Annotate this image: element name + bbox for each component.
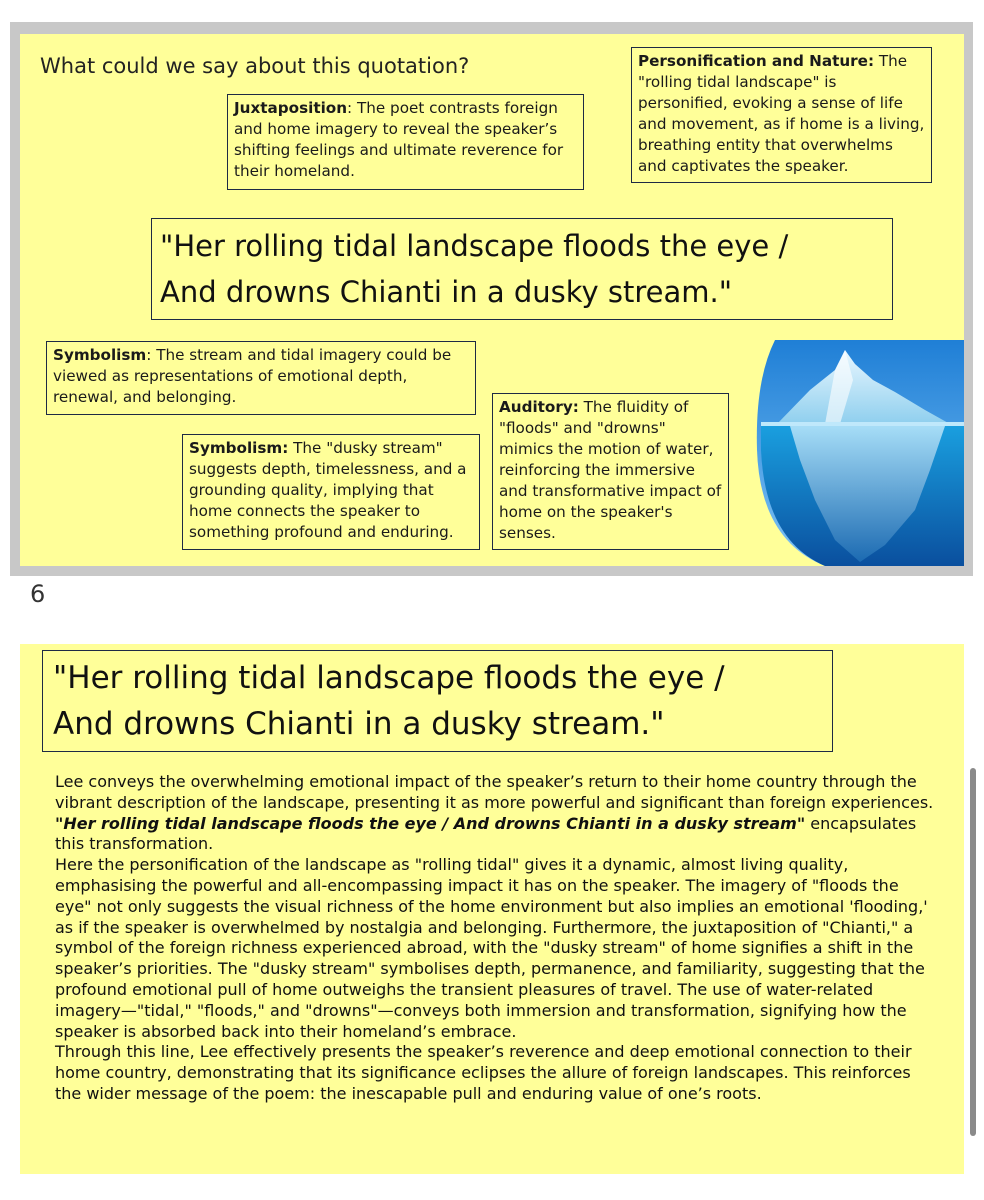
analysis-text bbox=[55, 772, 935, 1105]
analysis-paragraph-3: Through this line, Lee effectively presents the speaker’s reverence and deep emotional connection to their home country, demonstrating that its significance eclipses the allure of foreign landscapes. This reinforces the wider message of the poem: the inescapable pull and enduring value of one’s roots. bbox=[55, 1042, 912, 1103]
juxtaposition-heading: Juxtaposition bbox=[234, 99, 348, 117]
paragraph-1-quotation: "Her rolling tidal landscape floods the eye / And drowns Chianti in a dusky stream" bbox=[55, 813, 806, 833]
auditory-box bbox=[492, 393, 729, 550]
auditory-heading: Auditory: bbox=[499, 398, 579, 416]
symbolism-heading-1: Symbolism bbox=[53, 346, 147, 364]
symbolism-box-1 bbox=[46, 341, 476, 415]
juxtaposition-box bbox=[227, 94, 584, 190]
paragraph-1-text: Lee conveys the overwhelming emotional impact of the speaker’s return to their home country through the vibrant description of the landscape, presenting it as more powerful and significant than foreign experiences. bbox=[55, 772, 934, 812]
slide-title: What could we say about this quotation? bbox=[40, 54, 470, 78]
quotation-line-2: And drowns Chianti in a dusky stream." bbox=[160, 275, 733, 309]
symbolism-text-1: : The stream and tidal imagery could be viewed as representations of emotional depth, renewal, and belonging. bbox=[53, 346, 452, 406]
personification-heading: Personification and Nature: bbox=[638, 52, 875, 70]
paragraph-1-ending: encapsulates this transformation. bbox=[55, 813, 917, 854]
auditory-text: The fluidity of "floods" and "drowns" mimics the motion of water, reinforcing the immersive and transformative impact of home on the speaker's senses. bbox=[499, 398, 722, 542]
quotation-line-1: "Her rolling tidal landscape floods the eye / bbox=[160, 229, 789, 263]
analysis-paragraph-1 bbox=[55, 772, 935, 855]
symbolism-box-2 bbox=[182, 434, 480, 550]
iceberg-image bbox=[755, 340, 964, 566]
quotation-box bbox=[151, 218, 893, 320]
slide-number: 6 bbox=[30, 580, 46, 608]
symbolism-heading-2: Symbolism: bbox=[189, 439, 289, 457]
quotation-line-1: "Her rolling tidal landscape floods the eye / bbox=[53, 660, 725, 696]
personification-text: The "rolling tidal landscape" is personified, evoking a sense of life and movement, as if home is a living, breathing entity that overwhelms and captivates the speaker. bbox=[638, 52, 925, 175]
personification-box bbox=[631, 47, 932, 183]
quotation-line-2: And drowns Chianti in a dusky stream." bbox=[53, 706, 665, 742]
quotation-box-2 bbox=[42, 650, 833, 752]
slide-7[interactable] bbox=[20, 644, 964, 1174]
analysis-paragraph-2: Here the personification of the landscape as "rolling tidal" gives it a dynamic, almost living quality, emphasising the powerful and all-encompassing impact it has on the speaker. The imagery of "floods the eye" not only suggests the visual richness of the home environment but also implies an emotional 'flooding,' as if the speaker is overwhelmed by nostalgia and belonging. Furthermore, the juxtaposition of "Chianti," a symbol of the foreign richness experienced abroad, with the "dusky stream" of home signifies a shift in the speaker’s priorities. The "dusky stream" symbolises depth, permanence, and familiarity, suggesting that the profound emotional pull of home outweighs the transient pleasures of travel. The use of water-related imagery—"tidal," "floods," and "drowns"—conveys both immersion and transformation, signifying how the speaker is absorbed back into their homeland’s embrace. bbox=[55, 855, 928, 1041]
scrollbar-thumb[interactable] bbox=[970, 768, 976, 1136]
symbolism-text-2: The "dusky stream" suggests depth, timelessness, and a grounding quality, implying that home connects the speaker to something profound and enduring. bbox=[189, 439, 467, 541]
juxtaposition-text: : The poet contrasts foreign and home imagery to reveal the speaker’s shifting feelings and ultimate reverence for their homeland. bbox=[234, 99, 564, 180]
